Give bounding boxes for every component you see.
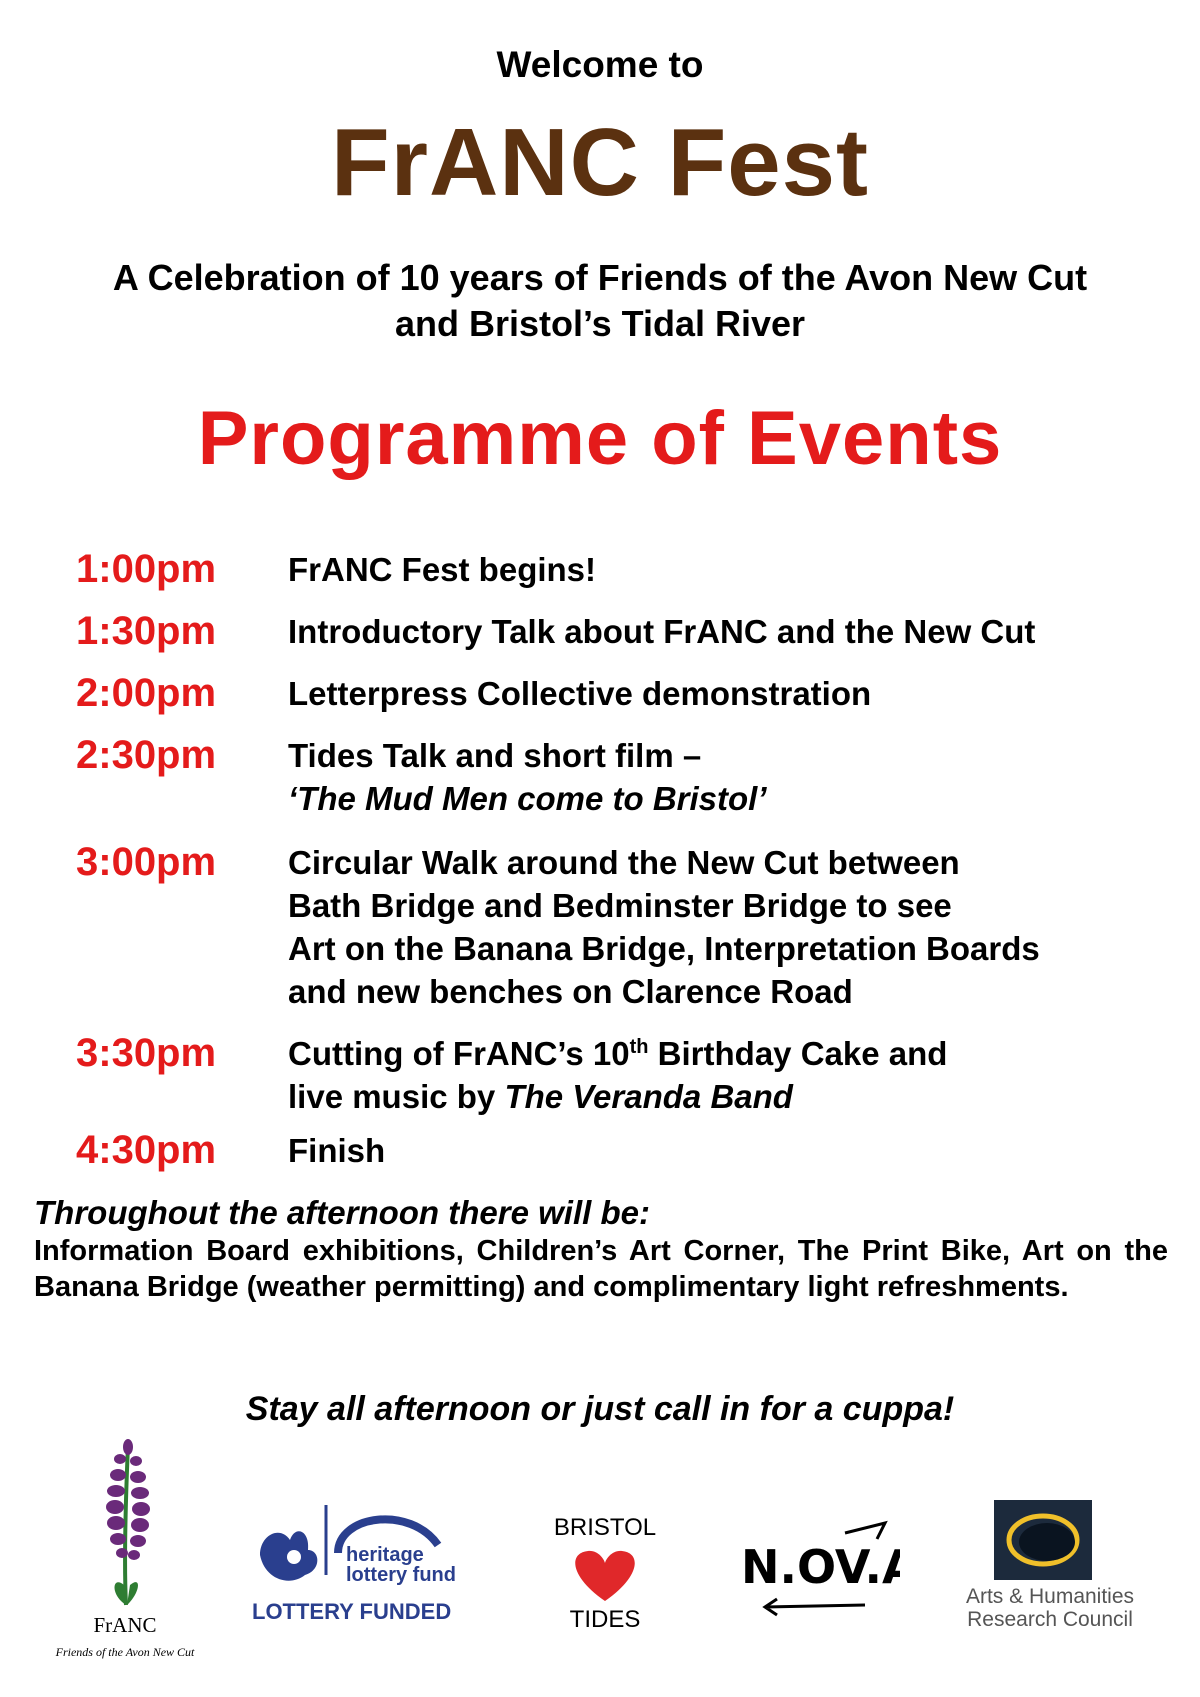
hlf-line-2: lottery fund	[346, 1564, 456, 1586]
schedule-item	[76, 838, 1156, 1013]
nova-logo	[735, 1515, 900, 1625]
hlf-line-1: heritage	[346, 1544, 424, 1566]
schedule-item	[76, 545, 1156, 593]
band-name: The Veranda Band	[504, 1078, 793, 1115]
schedule-item	[76, 1029, 1156, 1118]
closing-line: Stay all afternoon or just call in for a cuppa!	[245, 1390, 955, 1428]
schedule-time: 1:30pm	[76, 609, 217, 653]
schedule-time: 2:30pm	[76, 733, 217, 777]
orchid-icon	[40, 1435, 210, 1610]
description-line: live music by The Veranda Band	[288, 1078, 793, 1115]
lottery-funded-text: LOTTERY FUNDED	[252, 1599, 452, 1624]
description-line: Cutting of FrANC’s 10th Birthday Cake and	[288, 1035, 948, 1072]
schedule-description	[288, 1029, 947, 1118]
schedule-time: 4:30pm	[76, 1128, 217, 1172]
description-line: Tides Talk and short film –	[288, 737, 702, 774]
throughout-heading: Throughout the afternoon there will be:	[34, 1194, 650, 1231]
schedule-description	[288, 1126, 385, 1174]
schedule-description	[288, 607, 1035, 655]
ahrc-line-1: Arts & Humanities	[965, 1585, 1135, 1608]
throughout-body: Information Board exhibitions, Children’s Art Corner, The Print Bike, Art on the Banana Bridge (weather permitting) and complimentary light refreshments.	[34, 1235, 1168, 1303]
film-title: ‘The Mud Men come to Bristol’	[288, 780, 767, 817]
heritage-lottery-logo	[250, 1495, 465, 1635]
description-line: Circular Walk around the New Cut between	[288, 844, 960, 881]
subtitle-line-1: A Celebration of 10 years of Friends of the Avon New Cut	[112, 257, 1088, 298]
schedule-item	[76, 669, 1156, 717]
bristol-tides-logo	[530, 1505, 680, 1635]
schedule-item	[76, 1126, 1156, 1174]
event-title: FrANC Fest	[330, 109, 870, 216]
schedule-list	[76, 545, 1156, 1188]
description-line: and new benches on Clarence Road	[288, 973, 853, 1010]
schedule-time: 2:00pm	[76, 671, 217, 715]
lottery-hand-icon	[250, 1495, 465, 1635]
nova-text: N.OV.A	[741, 1540, 900, 1594]
description-line: Bath Bridge and Bedminster Bridge to see	[288, 887, 952, 924]
franc-logo-name: FrANC	[93, 1613, 157, 1637]
welcome-text: Welcome to	[496, 44, 704, 85]
tides-text: TIDES	[569, 1606, 641, 1633]
bristol-text: BRISTOL	[553, 1514, 657, 1541]
eclipse-icon	[950, 1500, 1150, 1630]
event-subtitle	[0, 255, 1200, 347]
ahrc-line-2: Research Council	[967, 1608, 1133, 1630]
description-line: FrANC Fest begins!	[288, 551, 597, 588]
schedule-description	[288, 838, 1040, 1013]
schedule-description	[288, 669, 871, 717]
ahrc-logo	[950, 1500, 1150, 1630]
schedule-description	[288, 545, 596, 593]
description-line: Finish	[288, 1132, 386, 1169]
schedule-description	[288, 731, 767, 820]
schedule-time: 1:00pm	[76, 547, 217, 591]
description-line: Letterpress Collective demonstration	[288, 675, 872, 712]
schedule-item	[76, 731, 1156, 820]
description-line: Art on the Banana Bridge, Interpretation Boards	[288, 930, 1040, 967]
franc-logo-subtitle: Friends of the Avon New Cut	[55, 1645, 195, 1659]
schedule-item	[76, 607, 1156, 655]
subtitle-line-2: and Bristol’s Tidal River	[394, 303, 806, 344]
ordinal-suffix: th	[629, 1036, 649, 1058]
franc-logo	[40, 1435, 210, 1675]
heart-icon	[530, 1505, 680, 1635]
throughout-section	[34, 1193, 1168, 1305]
schedule-time: 3:00pm	[76, 840, 217, 884]
description-line: Introductory Talk about FrANC and the New Cut	[288, 613, 1036, 650]
schedule-time: 3:30pm	[76, 1031, 217, 1075]
arrows-icon	[735, 1515, 900, 1625]
programme-heading: Programme of Events	[197, 396, 1003, 481]
